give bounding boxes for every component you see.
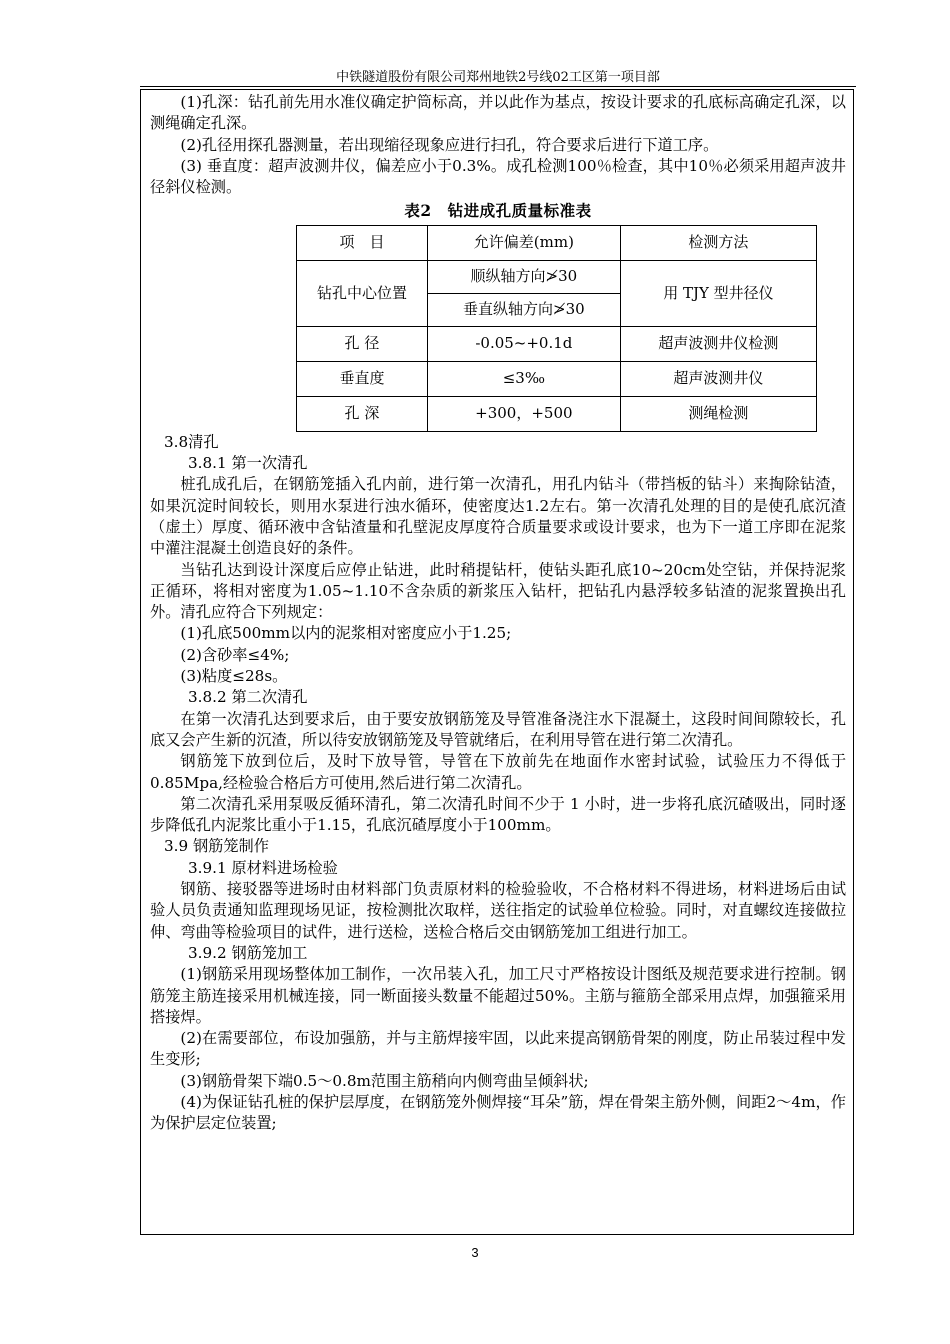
table-cell-tolerance: 顺纵轴方向≯30 (427, 260, 620, 293)
section-heading-3-8-2: 3.8.2 第二次清孔 (188, 688, 308, 707)
section-heading-3-9: 3.9 钢筋笼制作 (164, 837, 269, 856)
paragraph-cage-processing: (4)为保证钻孔桩的保护层厚度，在钢筋笼外侧焊接“耳朵”筋，焊在骨架主筋外侧，间距2～4m，作为保护层定位装置; (150, 1092, 846, 1133)
paragraph-hole-diameter: (2)孔径用探孔器测量，若出现缩径现象应进行扫孔，符合要求后进行下道工序。 (180, 135, 719, 154)
paragraph-verticality: (3) 垂直度：超声波测井仪，偏差应小于0.3%。成孔检测100％检查，其中10％必须采用超声波井径斜仪检测。 (150, 156, 846, 197)
section-heading-3-9-1: 3.9.1 原材料进场检验 (188, 858, 338, 877)
table-row (297, 361, 817, 396)
paragraph-hole-depth: (1)孔深：钻孔前先用水准仪确定护筒标高，并以此作为基点，按设计要求的孔底标高确定孔深，以测绳确定孔深。 (150, 93, 846, 133)
paragraph-second-cleaning: 在第一次清孔达到要求后，由于要安放钢筋笼及导管准备浇注水下混凝土，这段时间间隙较长，孔底又会产生新的沉渣，所以待安放钢筋笼及导管就绪后，在利用导管在进行第二次清孔。 (150, 709, 846, 749)
table-cell-method: 超声波测井仪 (620, 361, 816, 396)
rule-item: (3)粘度≤28s。 (180, 667, 288, 686)
page-number: 3 (471, 1245, 479, 1260)
table-cell-item: 垂直度 (297, 361, 428, 396)
table-header-cell: 允许偏差(mm) (427, 225, 620, 260)
rule-item: (1)孔底500mm以内的泥浆相对密度应小于1.25; (180, 624, 512, 643)
paragraph-material-inspection: 钢筋、接驳器等进场时由材料部门负责原材料的检验验收，不合格材料不得进场，材料进场后由试验人员负责通知监理现场见证，按检测批次取样，送往指定的试验单位检验。同时，对直螺纹连接做拉伸、弯曲等检验项目的试件，进行送检，送检合格后交由钢筋笼加工组进行加工。 (150, 880, 846, 941)
table-cell-method: 用 TJY 型井径仪 (620, 260, 816, 326)
paragraph-second-cleaning-3: 第二次清孔采用泵吸反循环清孔，第二次清孔时间不少于 1 小时，进一步将孔底沉碴吸出，同时逐步降低孔内泥浆比重小于1.15，孔底沉碴厚度小于100mm。 (150, 794, 846, 835)
page-header: 中铁隧道股份有限公司郑州地铁2号线02工区第一项目部 (336, 70, 660, 85)
table-header-row (297, 225, 817, 260)
table-cell-item: 钻孔中心位置 (297, 260, 428, 326)
paragraph-first-cleaning: 桩孔成孔后，在钢筋笼插入孔内前，进行第一次清孔，用孔内钻斗（带挡板的钻斗）来掏除钻渣，如果沉淀时间较长，则用水泵进行浊水循环，使密度达1.2左右。第一次清孔处理的目的是使孔底沉渣（虚土）厚度、循环液中含钻渣量和孔壁泥皮厚度符合质量要求或设计要求，也为下一道工序即在泥浆中灌注混凝土创造良好的条件。 (150, 475, 846, 558)
paragraph-cage-processing: (2)在需要部位，布设加强筋，并与主筋焊接牢固，以此来提高钢筋骨架的刚度，防止吊装过程中发生变形; (150, 1029, 846, 1069)
section-heading-3-9-2: 3.9.2 钢筋笼加工 (188, 943, 308, 962)
table-cell-item: 孔 径 (297, 326, 428, 361)
table-cell-method: 测绳检测 (620, 396, 816, 431)
paragraph-first-cleaning-2: 当钻孔达到设计深度后应停止钻进，此时稍提钻杆，使钻头距孔底10~20cm处空钻，并保持泥浆正循环，将相对密度为1.05~1.10不含杂质的新浆压入钻杆，把钻孔内悬浮较多钻渣的泥浆置换出孔外。清孔应符合下列规定： (150, 560, 846, 622)
table-header-cell: 检测方法 (620, 225, 816, 260)
table-cell-tolerance: -0.05~+0.1d (427, 326, 620, 361)
section-heading-3-8-1: 3.8.1 第一次清孔 (188, 454, 308, 473)
header-rule (140, 86, 856, 87)
table-cell-method: 超声波测井仪检测 (620, 326, 816, 361)
table-row (297, 326, 817, 361)
table-cell-tolerance: +300，+500 (427, 396, 620, 431)
paragraph-second-cleaning-2: 钢筋笼下放到位后，及时下放导管，导管在下放前先在地面作水密封试验，试验压力不得低于0.85Mpa,经检验合格后方可使用,然后进行第二次清孔。 (150, 752, 846, 792)
paragraph-cage-processing: (3)钢筋骨架下端0.5～0.8m范围主筋稍向内侧弯曲呈倾斜状; (180, 1071, 589, 1090)
rule-item: (2)含砂率≤4%; (180, 645, 290, 664)
table-cell-tolerance: 垂直纵轴方向≯30 (427, 293, 620, 326)
table-cell-tolerance: ≤3‰ (427, 361, 620, 396)
table-row (297, 260, 817, 293)
section-heading-3-8: 3.8清孔 (164, 432, 219, 451)
paragraph-cage-processing: (1)钢筋采用现场整体加工制作，一次吊装入孔，加工尺寸严格按设计图纸及规范要求进行控制。钢筋笼主筋连接采用机械连接，同一断面接头数量不能超过50%。主筋与箍筋全部采用点焊，加强箍采用搭接焊。 (150, 965, 846, 1026)
quality-standard-table (296, 225, 817, 432)
table-title: 表2 钻进成孔质量标准表 (404, 201, 592, 221)
table-row (297, 396, 817, 431)
table-header-cell: 项 目 (297, 225, 428, 260)
table-cell-item: 孔 深 (297, 396, 428, 431)
document-body (150, 92, 846, 1135)
